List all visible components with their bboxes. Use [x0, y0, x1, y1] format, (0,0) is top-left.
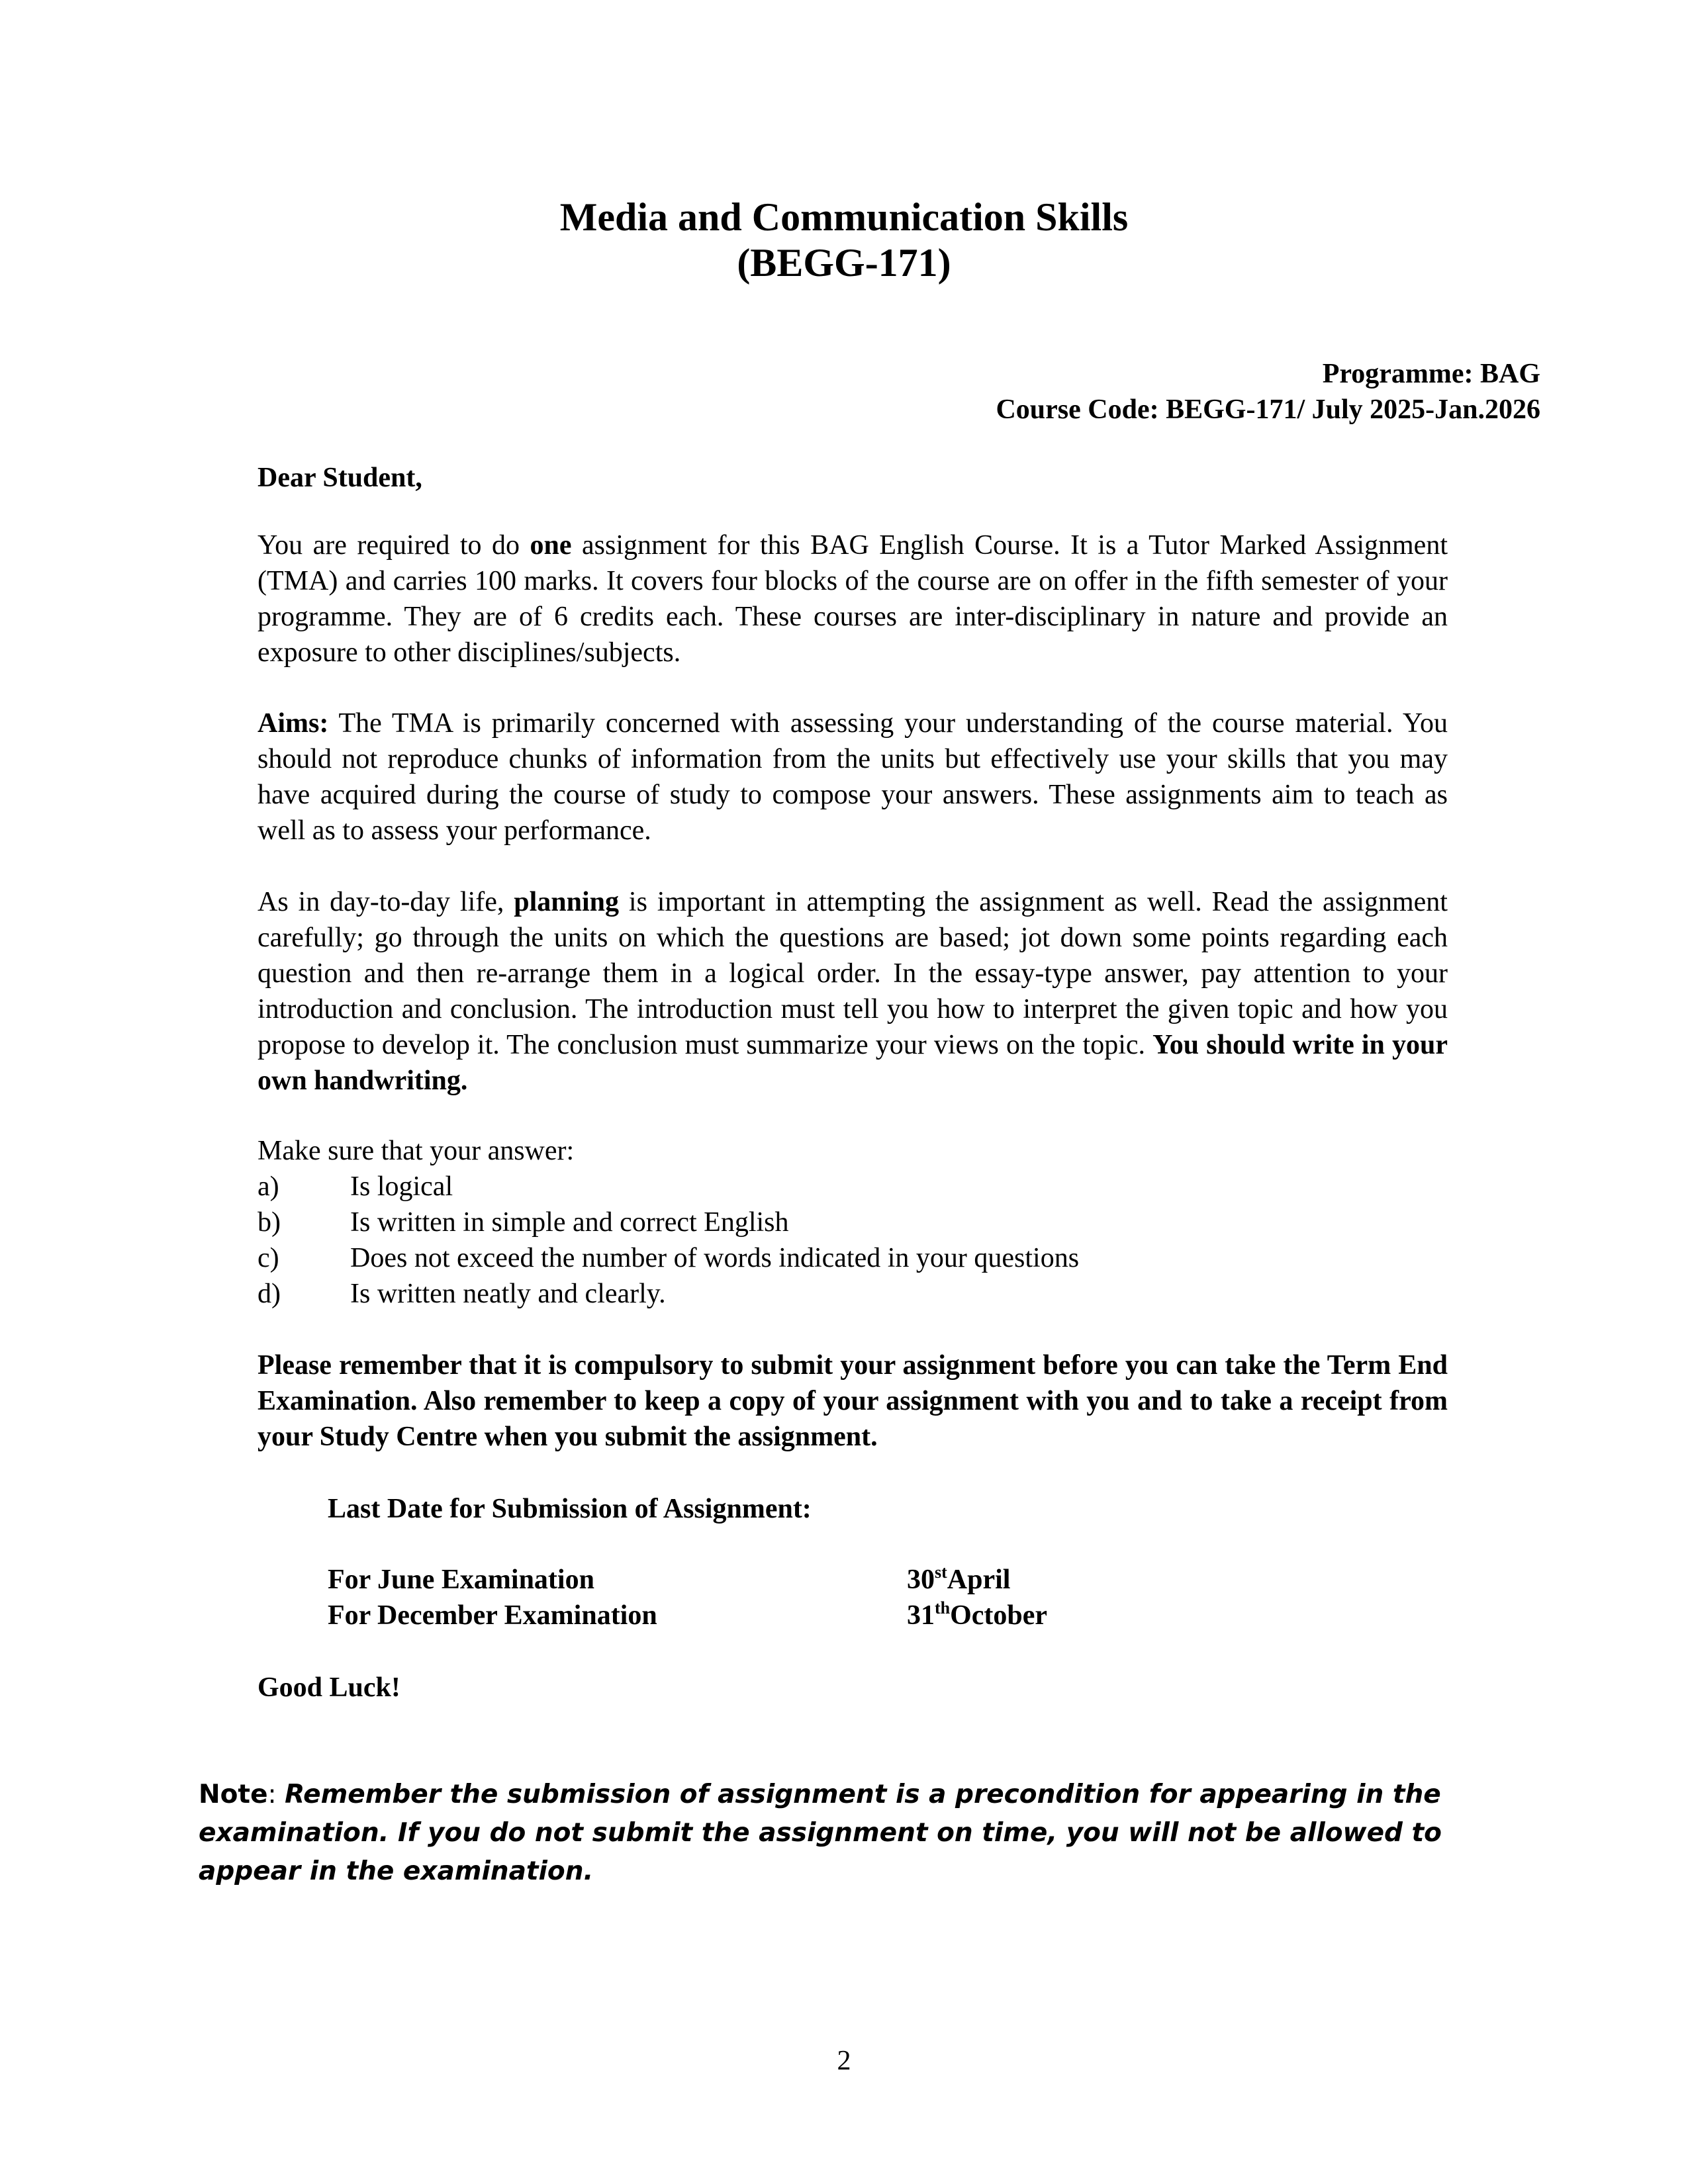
exam-date	[907, 1562, 1010, 1598]
date-month: October	[950, 1600, 1048, 1631]
list-item	[258, 1240, 1079, 1276]
date-day: 30	[907, 1565, 935, 1595]
date-suffix: th	[935, 1598, 951, 1617]
date-day: 31	[907, 1600, 935, 1631]
greeting: Dear Student,	[258, 463, 422, 493]
page-number: 2	[837, 2046, 851, 2076]
planning-text-middle: is important in attempting the assignment as well. Read the assignment carefully; go through the units on which the questions are based; jot down some points regarding each question and then re-arrange them in a logical order. In the essay-type answer, pay attention to your introduction and conclusion. The introduction must tell you how to interpret the given topic and how you propose to develop it. The conclusion must summarize your views on the topic.	[258, 887, 1448, 1060]
intro-paragraph	[258, 527, 1448, 670]
course-code-line: Course Code: BEGG-171/ July 2025-Jan.2026	[996, 394, 1540, 425]
closing: Good Luck!	[258, 1672, 400, 1703]
planning-paragraph	[258, 884, 1448, 1099]
list-item-text: Does not exceed the number of words indicated in your questions	[350, 1243, 1080, 1273]
planning-text-start: As in day-to-day life,	[258, 887, 514, 917]
list-marker: b)	[258, 1207, 281, 1238]
handwriting-instruction: You should write in your own handwriting.	[258, 1030, 1448, 1096]
aims-label: Aims:	[258, 708, 329, 739]
note-label: Note	[199, 1780, 268, 1809]
list-item-text: Is logical	[350, 1171, 453, 1202]
date-suffix: st	[935, 1563, 947, 1582]
checklist-lead: Make sure that your answer:	[258, 1136, 575, 1166]
exam-label: For June Examination	[328, 1565, 594, 1595]
programme-line: Programme: BAG	[1322, 359, 1540, 389]
list-item	[258, 1205, 1079, 1240]
list-item-text: Is written neatly and clearly.	[350, 1279, 666, 1309]
note	[199, 1776, 1536, 1891]
exam-label: For December Examination	[328, 1600, 657, 1631]
intro-text-end: assignment for this BAG English Course. It is a Tutor Marked Assignment (TMA) and carries 100 marks. It covers four blocks of the course are on offer in the fifth semester of your programme. They are of 6 credits each. These courses are inter-disciplinary in nature and provide an exposure to other disciplines/subjects.	[258, 530, 1448, 668]
list-item	[258, 1276, 1079, 1312]
list-marker: d)	[258, 1279, 281, 1309]
list-marker: c)	[258, 1243, 279, 1273]
intro-text-start: You are required to do	[258, 530, 530, 561]
list-item-text: Is written in simple and correct English	[350, 1207, 789, 1238]
document-title: Media and Communication Skills	[559, 195, 1129, 239]
aims-paragraph	[258, 705, 1448, 848]
intro-emphasis: one	[530, 530, 572, 561]
checklist	[258, 1169, 1079, 1312]
list-marker: a)	[258, 1171, 279, 1202]
date-month: April	[947, 1565, 1011, 1595]
note-text: Remember the submission of assignment is a precondition for appearing in the examination. If you do not submit the assignment on time, you will not be allowed to appear in the examination.	[199, 1780, 1442, 1886]
planning-emphasis: planning	[514, 887, 620, 917]
submission-reminder: Please remember that it is compulsory to submit your assignment before you can take the Term End Examination. Also remember to keep a copy of your assignment with you and to take a receipt from your Study Centre when you submit the assignment.	[258, 1350, 1448, 1452]
list-item	[258, 1169, 1079, 1205]
exam-date	[907, 1598, 1047, 1633]
aims-text: The TMA is primarily concerned with assessing your understanding of the course material. You should not reproduce chunks of information from the units but effectively use your skills that you may have acquired during the course of study to compose your answers. These assignments aim to teach as well as to assess your performance.	[258, 708, 1448, 846]
note-colon: :	[267, 1780, 285, 1809]
submission-heading: Last Date for Submission of Assignment:	[328, 1494, 812, 1524]
course-code-title: (BEGG-171)	[737, 241, 951, 285]
